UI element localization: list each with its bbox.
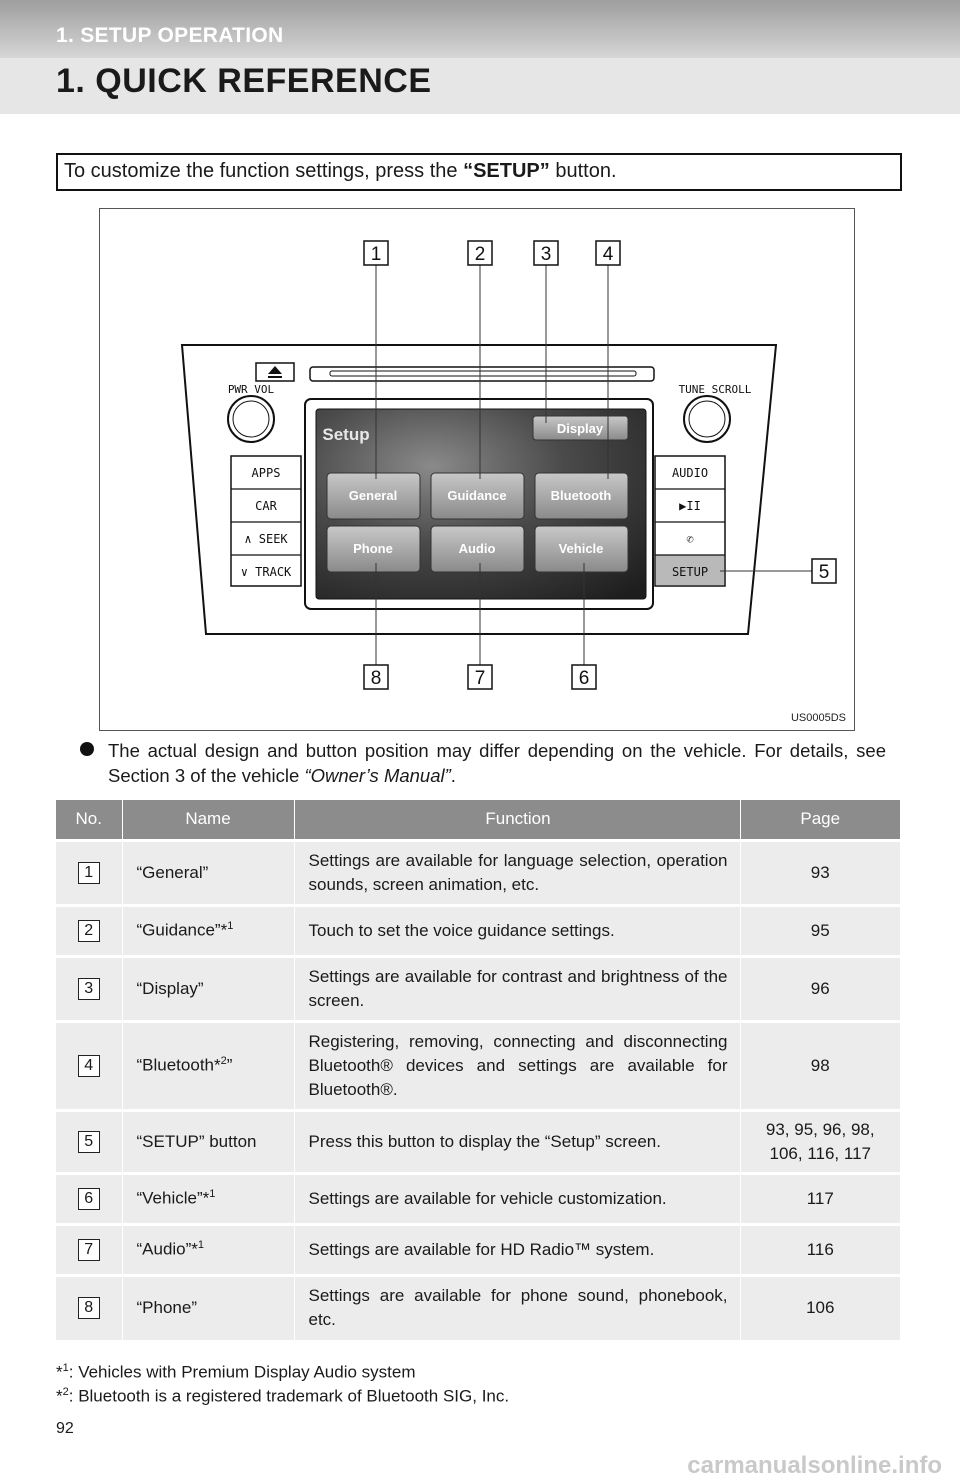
footnote-number: 2 [62, 1386, 69, 1398]
row-name: “SETUP” button [136, 1131, 257, 1151]
row-name-footnote: 2 [220, 1055, 227, 1068]
callout-4: 4 [602, 244, 614, 265]
tune-scroll-label: TUNE SCROLL [678, 383, 752, 396]
head-unit-diagram [99, 208, 855, 731]
watermark: carmanualsonline.info [687, 1452, 942, 1479]
screen-title: Setup [322, 425, 370, 444]
table-row [56, 1110, 900, 1173]
row-name-footnote: 1 [197, 1239, 205, 1252]
row-name: “Guidance”* [136, 920, 228, 940]
row-page: 95 [740, 905, 900, 956]
bullet-note [80, 738, 886, 788]
note-text: The actual design and button position may differ depending on the vehicle. For details, see Section 3 of the vehicle [108, 740, 886, 786]
row-name: “Vehicle”* [136, 1188, 210, 1208]
callout-5: 5 [818, 562, 830, 583]
setup-hard-button: SETUP [671, 565, 709, 579]
audio-screen-button: Audio [458, 541, 496, 556]
row-function: Registering, removing, connecting and disconnecting Bluetooth® devices and settings are available for Bluetooth®. [294, 1021, 740, 1110]
phone-screen-button: Phone [353, 541, 393, 556]
row-name: “General” [136, 862, 209, 882]
intro-text: To customize the function settings, press the [64, 160, 464, 182]
diagram-code: US0005DS [790, 712, 846, 724]
row-name: “Display” [136, 978, 204, 998]
row-page: 96 [740, 956, 900, 1021]
header-name: Name [122, 800, 294, 840]
row-number: 3 [78, 978, 100, 1000]
guidance-screen-button: Guidance [447, 488, 507, 503]
callout-3: 3 [540, 244, 552, 265]
row-page: 117 [740, 1173, 900, 1224]
header-function: Function [294, 800, 740, 840]
table-row [56, 1173, 900, 1224]
row-function: Settings are available for vehicle customization. [294, 1173, 740, 1224]
row-number: 8 [78, 1297, 100, 1319]
callout-2: 2 [474, 244, 486, 265]
row-number: 7 [78, 1239, 100, 1261]
page-title: 1. QUICK REFERENCE [56, 62, 432, 100]
display-screen-button: Display [556, 421, 604, 436]
row-number: 1 [78, 862, 100, 884]
callout-6: 6 [578, 668, 590, 689]
car-button: CAR [255, 499, 277, 513]
row-number: 2 [78, 920, 100, 942]
row-name: “Bluetooth* [136, 1055, 221, 1075]
apps-button: APPS [251, 466, 281, 480]
row-number: 4 [78, 1055, 100, 1077]
footnote-1 [56, 1362, 416, 1383]
general-screen-button: General [348, 488, 398, 503]
row-number: 5 [78, 1131, 100, 1153]
table-row [56, 1224, 900, 1275]
page-header [0, 0, 960, 114]
table-row [56, 840, 900, 905]
note-end: . [450, 765, 456, 786]
pwr-vol-label: PWR VOL [227, 383, 275, 396]
table-row [56, 905, 900, 956]
callout-7: 7 [474, 668, 486, 689]
callout-8: 8 [370, 668, 382, 689]
row-function: Settings are available for phone sound, phonebook, etc. [294, 1275, 740, 1340]
table-row [56, 1275, 900, 1340]
table-row [56, 956, 900, 1021]
seek-button: ∧ SEEK [244, 532, 288, 546]
row-function: Settings are available for language selection, operation sounds, screen animation, etc. [294, 840, 740, 905]
row-page: 98 [740, 1021, 900, 1110]
header-no: No. [56, 800, 122, 840]
footnote-2 [56, 1386, 509, 1407]
intro-box [56, 153, 902, 191]
row-function: Press this button to display the “Setup” screen. [294, 1110, 740, 1173]
row-function: Settings are available for HD Radio™ system. [294, 1224, 740, 1275]
table-row [56, 1021, 900, 1110]
page-number: 92 [56, 1420, 74, 1437]
row-page: 93 [740, 840, 900, 905]
track-button: ∨ TRACK [240, 565, 292, 579]
audio-hard-button: AUDIO [671, 466, 709, 480]
row-name-end: ” [226, 1055, 233, 1075]
row-function: Settings are available for contrast and brightness of the screen. [294, 956, 740, 1021]
row-function: Touch to set the voice guidance settings. [294, 905, 740, 956]
row-name: “Audio”* [136, 1239, 198, 1259]
header-page: Page [740, 800, 900, 840]
head-unit-illustration [100, 209, 856, 732]
footnote-mark: * [56, 1362, 63, 1382]
quick-reference-table [56, 800, 900, 1340]
footnote-number: 1 [62, 1362, 69, 1374]
phone-hard-button: ✆ [686, 532, 694, 546]
intro-setup-label: “SETUP” [463, 160, 550, 182]
note-manual-title: “Owner’s Manual” [304, 765, 451, 786]
row-page: 93, 95, 96, 98, 106, 116, 117 [740, 1110, 900, 1173]
bullet-icon [80, 742, 94, 756]
footnote-text: : Vehicles with Premium Display Audio system [68, 1362, 416, 1382]
row-name-footnote: 1 [227, 920, 234, 933]
row-name-footnote: 1 [209, 1188, 216, 1201]
footnote-text: : Bluetooth is a registered trademark of Bluetooth SIG, Inc. [68, 1386, 510, 1406]
callout-1: 1 [370, 244, 382, 265]
vehicle-screen-button: Vehicle [558, 541, 604, 556]
play-pause-button: ▶II [679, 499, 701, 513]
bluetooth-screen-button: Bluetooth [550, 488, 612, 503]
intro-text-end: button. [549, 160, 617, 182]
row-page: 116 [740, 1224, 900, 1275]
row-number: 6 [78, 1188, 100, 1210]
table-header-row [56, 800, 900, 840]
row-page: 106 [740, 1275, 900, 1340]
footnote-mark: * [56, 1386, 63, 1406]
section-label: 1. SETUP OPERATION [56, 24, 284, 47]
row-name: “Phone” [136, 1298, 197, 1318]
